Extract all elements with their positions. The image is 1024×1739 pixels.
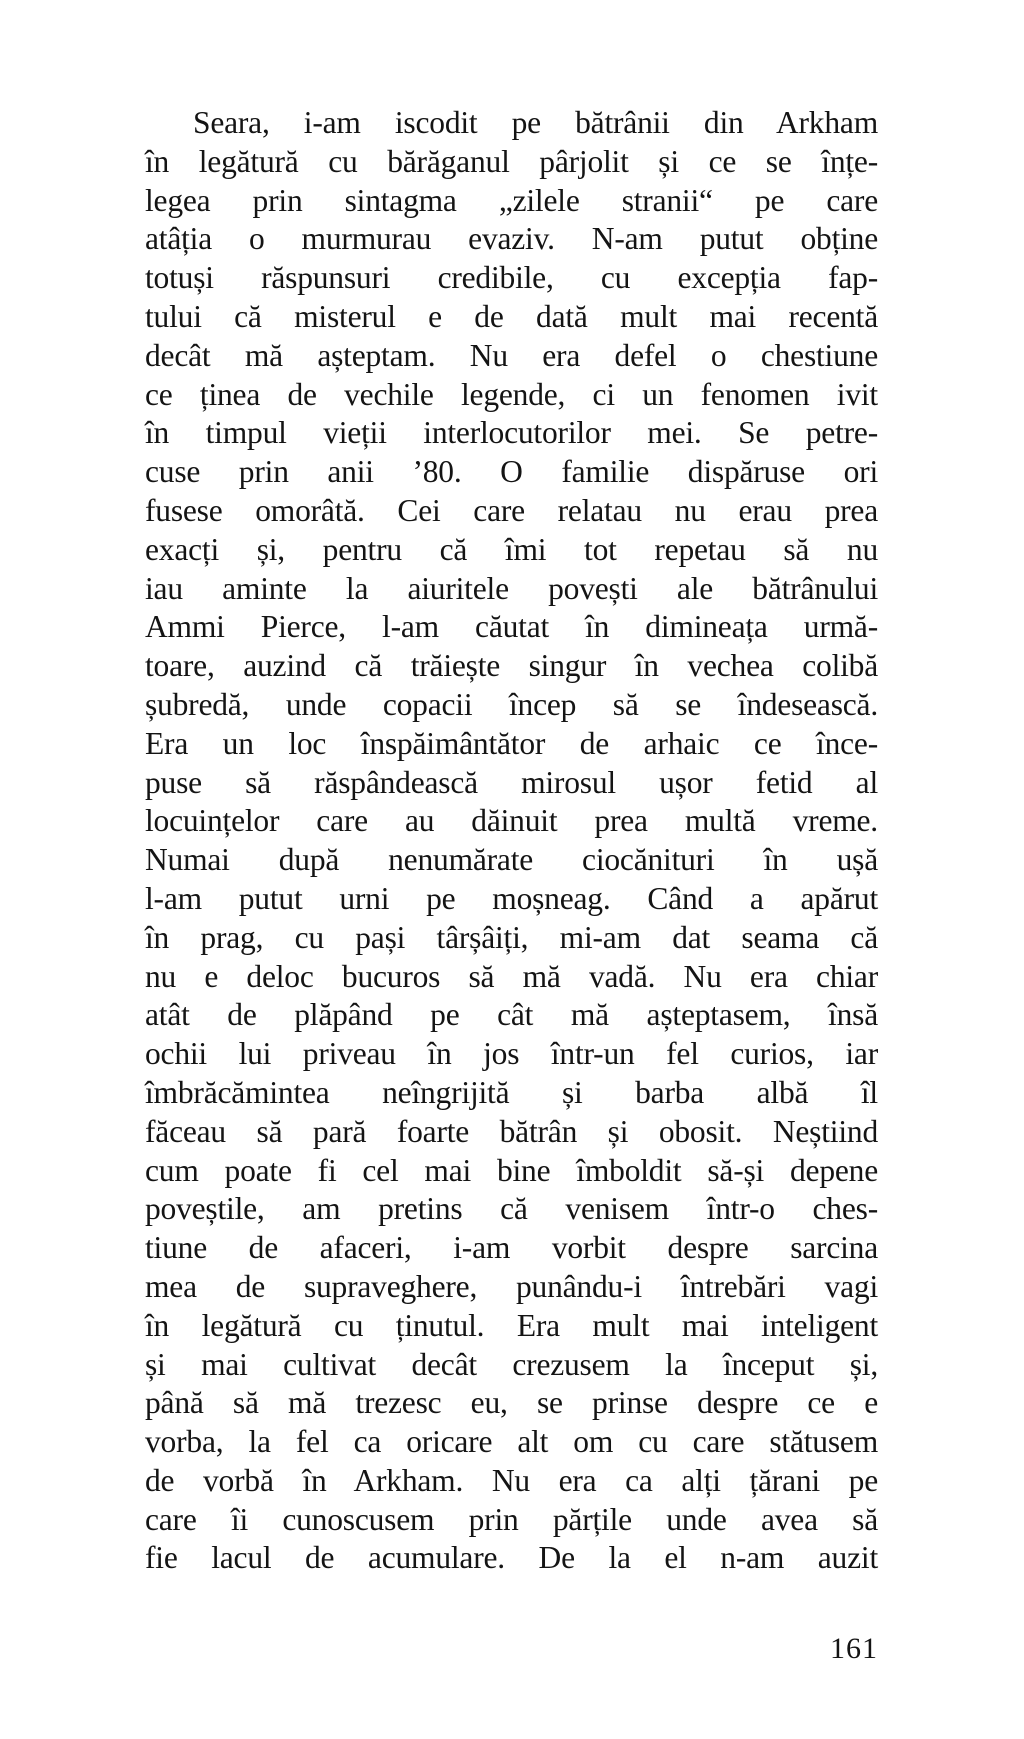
text-line: cum poate fi cel mai bine îmboldit să-și depene	[145, 1152, 878, 1188]
text-line: nu e deloc bucuros să mă vadă. Nu era chiar	[145, 958, 878, 994]
text-line: și mai cultivat decât crezusem la început și,	[145, 1346, 878, 1382]
text-line: puse să răspândească mirosul ușor fetid al	[145, 764, 878, 800]
text-line: fusese omorâtă. Cei care relatau nu erau prea	[145, 492, 878, 528]
text-line: atâția o murmurau evaziv. N-am putut obține	[145, 221, 878, 257]
text-line: decât mă așteptam. Nu era defel o chestiune	[145, 337, 878, 373]
text-line: l-am putut urni pe moșneag. Când a apărut	[145, 880, 878, 916]
text-line: toare, auzind că trăiește singur în vechea colibă	[145, 648, 878, 684]
text-line: făceau să pară foarte bătrân și obosit. Neștiind	[145, 1113, 878, 1149]
text-line: exacți și, pentru că îmi tot repetau să nu	[145, 531, 878, 567]
page-number: 161	[830, 1632, 878, 1665]
text-line: mea de supraveghere, punându-i întrebări vagi	[145, 1268, 878, 1304]
text-line: în prag, cu pași târșâiți, mi-am dat seama că	[145, 919, 878, 955]
text-line: cuse prin anii ’80. O familie dispăruse ori	[145, 454, 878, 490]
text-line: îmbrăcămintea neîngrijită și barba albă îl	[145, 1074, 878, 1110]
text-line: fie lacul de acumulare. De la el n-am auzit	[145, 1540, 878, 1576]
text-line: în legătură cu bărăganul pârjolit și ce se înțe-	[145, 143, 878, 179]
text-line: șubredă, unde copacii încep să se îndesească.	[145, 686, 878, 722]
text-line: până să mă trezesc eu, se prinse despre ce e	[145, 1385, 878, 1421]
text-line: Era un loc înspăimântător de arhaic ce înce-	[145, 725, 878, 761]
text-line: tului că misterul e de dată mult mai recentă	[145, 298, 878, 334]
body-text	[145, 104, 878, 1578]
text-line: legea prin sintagma „zilele stranii“ pe care	[145, 182, 878, 218]
text-line: tiune de afaceri, i-am vorbit despre sarcina	[145, 1230, 878, 1266]
text-line: iau aminte la aiuritele povești ale bătrânului	[145, 570, 878, 606]
text-line: de vorbă în Arkham. Nu era ca alți țărani pe	[145, 1462, 878, 1498]
text-line: locuințelor care au dăinuit prea multă vreme.	[145, 803, 878, 839]
text-line: totuși răspunsuri credibile, cu excepția fap-	[145, 260, 878, 296]
text-line: vorba, la fel ca oricare alt om cu care stătusem	[145, 1424, 878, 1460]
text-line: Numai după nenumărate ciocănituri în ușă	[145, 842, 878, 878]
text-line: ce ținea de vechile legende, ci un fenomen ivit	[145, 376, 878, 412]
text-line: poveștile, am pretins că venisem într-o ches-	[145, 1191, 878, 1227]
text-line: atât de plăpând pe cât mă așteptasem, însă	[145, 997, 878, 1033]
text-line: în legătură cu ținutul. Era mult mai inteligent	[145, 1307, 878, 1343]
text-line: ochii lui priveau în jos într-un fel curios, iar	[145, 1036, 878, 1072]
text-line: Seara, i-am iscodit pe bătrânii din Arkham	[193, 105, 878, 140]
text-line: care îi cunoscusem prin părțile unde avea să	[145, 1501, 878, 1537]
text-line: în timpul vieții interlocutorilor mei. Se petre-	[145, 415, 878, 451]
text-line: Ammi Pierce, l-am căutat în dimineața urmă-	[145, 609, 878, 645]
